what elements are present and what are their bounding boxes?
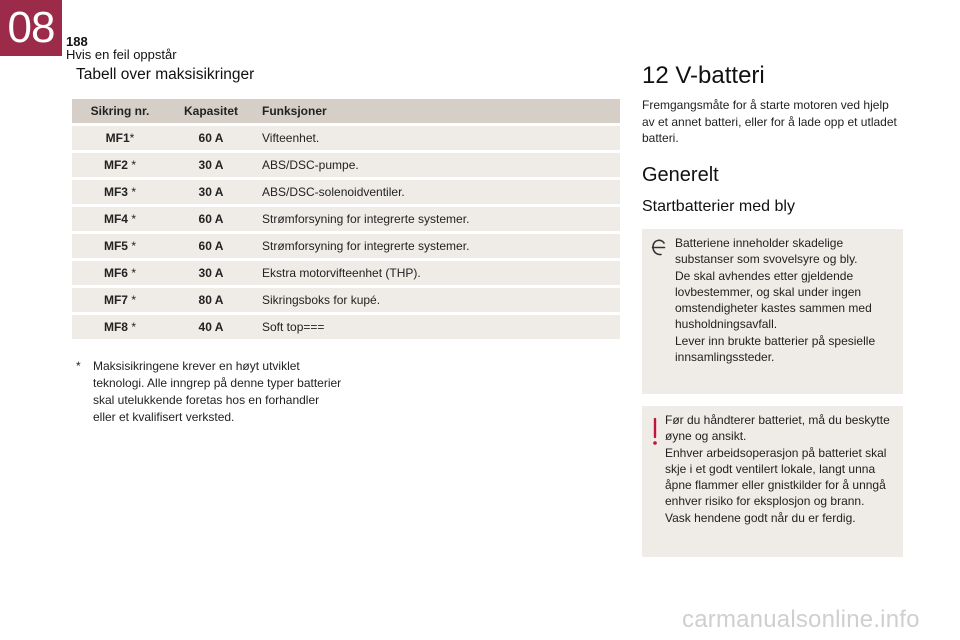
capacity-cell: 40 A [168,315,254,339]
column-header-functions: Funksjoner [254,99,620,123]
fuse-footnote-mark: * [127,320,136,334]
fuse-number: MF2 [103,158,128,172]
fuse-number: MF1 [105,131,130,145]
table-row [72,207,620,231]
fuse-footnote-mark: * [129,131,135,145]
warning-icon [650,418,660,450]
environment-text-3: Lever inn brukte batterier på spesielle innsamlingssteder. [675,333,876,365]
capacity-cell: 30 A [168,153,254,177]
fuse-number: MF3 [103,185,128,199]
function-cell: Ekstra motorvifteenhet (THP). [254,261,620,285]
page-number: 188 [66,34,88,49]
section-title-battery: 12 V-batteri [642,62,765,89]
footnote-mark: * [76,359,81,373]
footnote-text: Maksisikringene krever en høyt utviklet teknologi. Alle inngrep på denne typer batterier skal utelukkende foretas hos en forhandler eller et kvalifisert verksted. [93,359,342,424]
fuse-number-cell [72,261,168,285]
table-row [72,126,620,150]
capacity-cell: 60 A [168,207,254,231]
function-cell: ABS/DSC-pumpe. [254,153,620,177]
function-cell: ABS/DSC-solenoidventiler. [254,180,620,204]
environment-text-1: Batteriene inneholder skadelige substanser som svovelsyre og bly. [675,236,858,267]
table-row [72,153,620,177]
table-row [72,180,620,204]
function-cell: Vifteenhet. [254,126,620,150]
fuse-number-cell [72,234,168,258]
function-cell: Sikringsboks for kupé. [254,288,620,312]
table-row [72,288,620,312]
fuse-number: MF8 [103,320,128,334]
environment-icon [649,237,669,263]
warning-box [642,406,903,557]
fuse-number: MF4 [103,212,128,226]
chapter-title: Hvis en feil oppstår [66,47,177,62]
capacity-cell: 60 A [168,234,254,258]
function-cell: Soft top=== [254,315,620,339]
fuse-number: MF7 [103,293,128,307]
table-row [72,261,620,285]
fuse-footnote-mark: * [127,266,136,280]
intro-text: Fremgangsmåte for å starte motoren ved hjelp av et annet batteri, eller for å lade opp et utladet batteri. [642,98,897,145]
capacity-cell: 80 A [168,288,254,312]
table-header-row [72,99,620,123]
function-cell: Strømforsyning for integrerte systemer. [254,234,620,258]
fuse-number-cell [72,126,168,150]
table-title: Tabell over maksisikringer [76,66,255,83]
subsection-heading-lead-batteries: Startbatterier med bly [642,198,795,215]
table-row [72,315,620,339]
capacity-cell: 60 A [168,126,254,150]
fuse-table [72,96,620,342]
environment-info-box [642,229,903,394]
chapter-tab: 08 [0,0,62,56]
fuse-footnote-mark: * [127,239,136,253]
watermark: carmanualsonline.info [682,606,920,633]
fuse-number-cell [72,315,168,339]
fuse-number-cell [72,153,168,177]
function-cell: Strømforsyning for integrerte systemer. [254,207,620,231]
fuse-number: MF5 [103,239,128,253]
section-heading-general: Generelt [642,164,719,186]
fuse-footnote-mark: * [127,158,136,172]
warning-text-3: Vask hendene godt når du er ferdig. [665,510,856,525]
warning-text-2: Enhver arbeidsoperasjon på batteriet skal skje i et godt ventilert lokale, langt unna åpne flammer eller gnistkilder for å unngå enhver risiko for eksplosjon og brann. [665,445,887,509]
fuse-footnote-mark: * [127,212,136,226]
fuse-number-cell [72,288,168,312]
environment-text-2: De skal avhendes etter gjeldende lovbestemmer, og skal under ingen omstendigheter kastes sammen med husholdningsavfall. [675,268,872,332]
fuse-footnote-mark: * [127,293,136,307]
fuse-number: MF6 [103,266,128,280]
warning-text-1: Før du håndterer batteriet, må du beskytte øyne og ansikt. [665,413,890,444]
table-row [72,234,620,258]
footnote [76,358,343,426]
fuse-footnote-mark: * [127,185,136,199]
fuse-number-cell [72,180,168,204]
column-header-capacity: Kapasitet [168,99,254,123]
capacity-cell: 30 A [168,261,254,285]
capacity-cell: 30 A [168,180,254,204]
fuse-number-cell [72,207,168,231]
column-header-fuse: Sikring nr. [72,99,168,123]
